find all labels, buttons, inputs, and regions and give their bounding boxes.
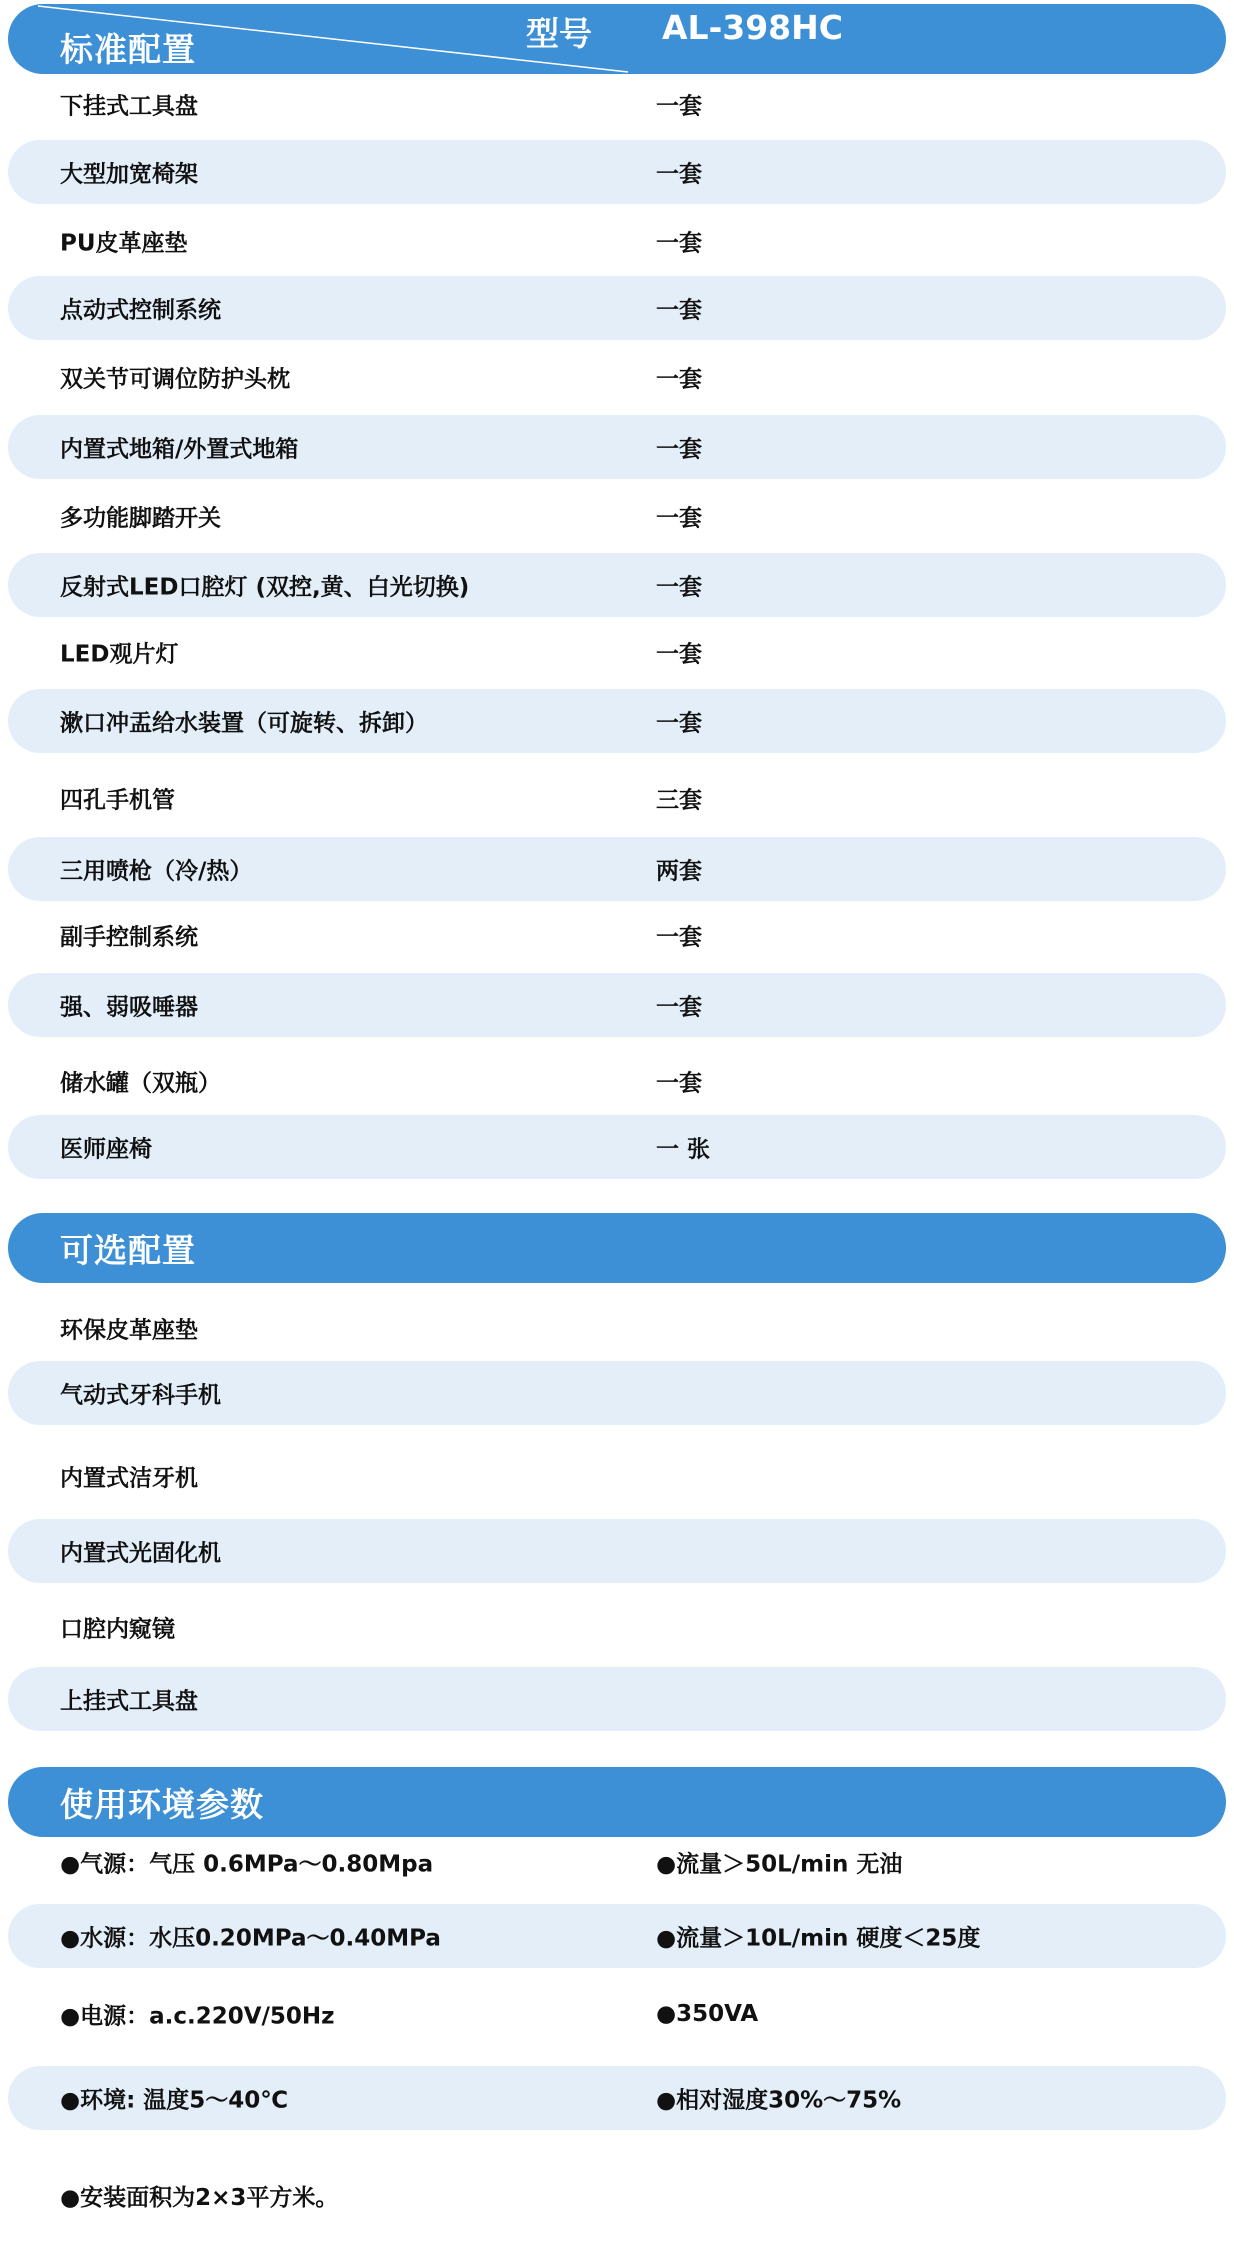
standard-row <box>8 1115 1226 1179</box>
item-name: 点动式控制系统 <box>60 297 221 324</box>
item-name: 上挂式工具盘 <box>60 1688 198 1715</box>
item-name: 三用喷枪（冷/热） <box>60 858 253 885</box>
item-qty: 一套 <box>656 436 702 463</box>
item-qty: 一套 <box>656 994 702 1021</box>
optional-row <box>8 1361 1226 1425</box>
item-name: 下挂式工具盘 <box>60 93 198 120</box>
optional-row <box>8 1296 1226 1360</box>
optional-row <box>8 1519 1226 1583</box>
item-qty: 一套 <box>656 710 702 737</box>
standard-row <box>8 140 1226 204</box>
optional-row <box>8 1444 1226 1508</box>
standard-row <box>8 973 1226 1037</box>
item-name: 反射式LED口腔灯 (双控,黄、白光切换) <box>60 574 470 601</box>
standard-row <box>8 209 1226 273</box>
item-name: 四孔手机管 <box>60 787 175 814</box>
environment-header <box>8 1767 1226 1837</box>
item-qty: 一套 <box>656 505 702 532</box>
env-right: ●相对湿度30%～75% <box>656 2087 902 2114</box>
standard-row <box>8 837 1226 901</box>
item-name: 储水罐（双瓶） <box>60 1070 221 1097</box>
item-name: 口腔内窥镜 <box>60 1616 175 1643</box>
item-qty: 一套 <box>656 574 702 601</box>
item-name: 漱口冲盂给水装置（可旋转、拆卸） <box>60 710 428 737</box>
standard-row <box>8 72 1226 136</box>
item-name: 强、弱吸唾器 <box>60 994 198 1021</box>
item-qty: 两套 <box>656 858 702 885</box>
environment-row <box>8 1830 1226 1894</box>
environment-row <box>8 1982 1226 2046</box>
standard-row <box>8 689 1226 753</box>
env-right: ●350VA <box>656 2001 759 2027</box>
item-qty: 一套 <box>656 161 702 188</box>
environment-row <box>8 2066 1226 2130</box>
item-qty: 一套 <box>656 641 702 668</box>
standard-row <box>8 345 1226 409</box>
item-qty: 一套 <box>656 93 702 120</box>
standard-row <box>8 766 1226 830</box>
item-name: 副手控制系统 <box>60 924 198 951</box>
item-name: 医师座椅 <box>60 1136 152 1163</box>
item-qty: 一套 <box>656 1070 702 1097</box>
optional-config-header <box>8 1213 1226 1283</box>
environment-row <box>8 1904 1226 1968</box>
item-qty: 一套 <box>656 366 702 393</box>
standard-row <box>8 553 1226 617</box>
model-label: 型号 <box>526 14 592 53</box>
item-name: LED观片灯 <box>60 641 179 668</box>
standard-config-title: 标准配置 <box>60 30 196 69</box>
standard-row <box>8 903 1226 967</box>
standard-row <box>8 1049 1226 1113</box>
env-left: ●气源：气压 0.6MPa～0.80Mpa <box>60 1851 434 1878</box>
item-qty: 三套 <box>656 787 702 814</box>
item-name: 内置式地箱/外置式地箱 <box>60 436 299 463</box>
item-name: 双关节可调位防护头枕 <box>60 366 290 393</box>
env-left: ●电源：a.c.220V/50Hz <box>60 2003 335 2030</box>
item-name: 气动式牙科手机 <box>60 1382 221 1409</box>
item-name: 大型加宽椅架 <box>60 161 198 188</box>
optional-row <box>8 1667 1226 1731</box>
item-name: 多功能脚踏开关 <box>60 505 221 532</box>
env-left: ●水源：水压0.20MPa～0.40MPa <box>60 1925 441 1952</box>
env-right: ●流量＞10L/min 硬度＜25度 <box>656 1925 981 1952</box>
standard-row <box>8 415 1226 479</box>
item-name: 环保皮革座垫 <box>60 1317 198 1344</box>
env-left: ●环境: 温度5～40℃ <box>60 2087 289 2114</box>
environment-title: 使用环境参数 <box>60 1785 264 1824</box>
model-value: AL-398HC <box>662 8 843 47</box>
optional-config-title: 可选配置 <box>60 1231 196 1270</box>
standard-config-header <box>8 4 1226 74</box>
installation-area-note: ●安装面积为2×3平方米。 <box>60 2185 339 2211</box>
standard-row <box>8 276 1226 340</box>
item-qty: 一套 <box>656 297 702 324</box>
item-qty: 一 张 <box>656 1136 711 1163</box>
item-qty: 一套 <box>656 924 702 951</box>
item-name: PU皮革座垫 <box>60 230 188 257</box>
optional-row <box>8 1595 1226 1659</box>
standard-row <box>8 484 1226 548</box>
item-qty: 一套 <box>656 230 702 257</box>
env-right: ●流量＞50L/min 无油 <box>656 1851 903 1878</box>
standard-row <box>8 620 1226 684</box>
item-name: 内置式光固化机 <box>60 1540 221 1567</box>
item-name: 内置式洁牙机 <box>60 1465 198 1492</box>
